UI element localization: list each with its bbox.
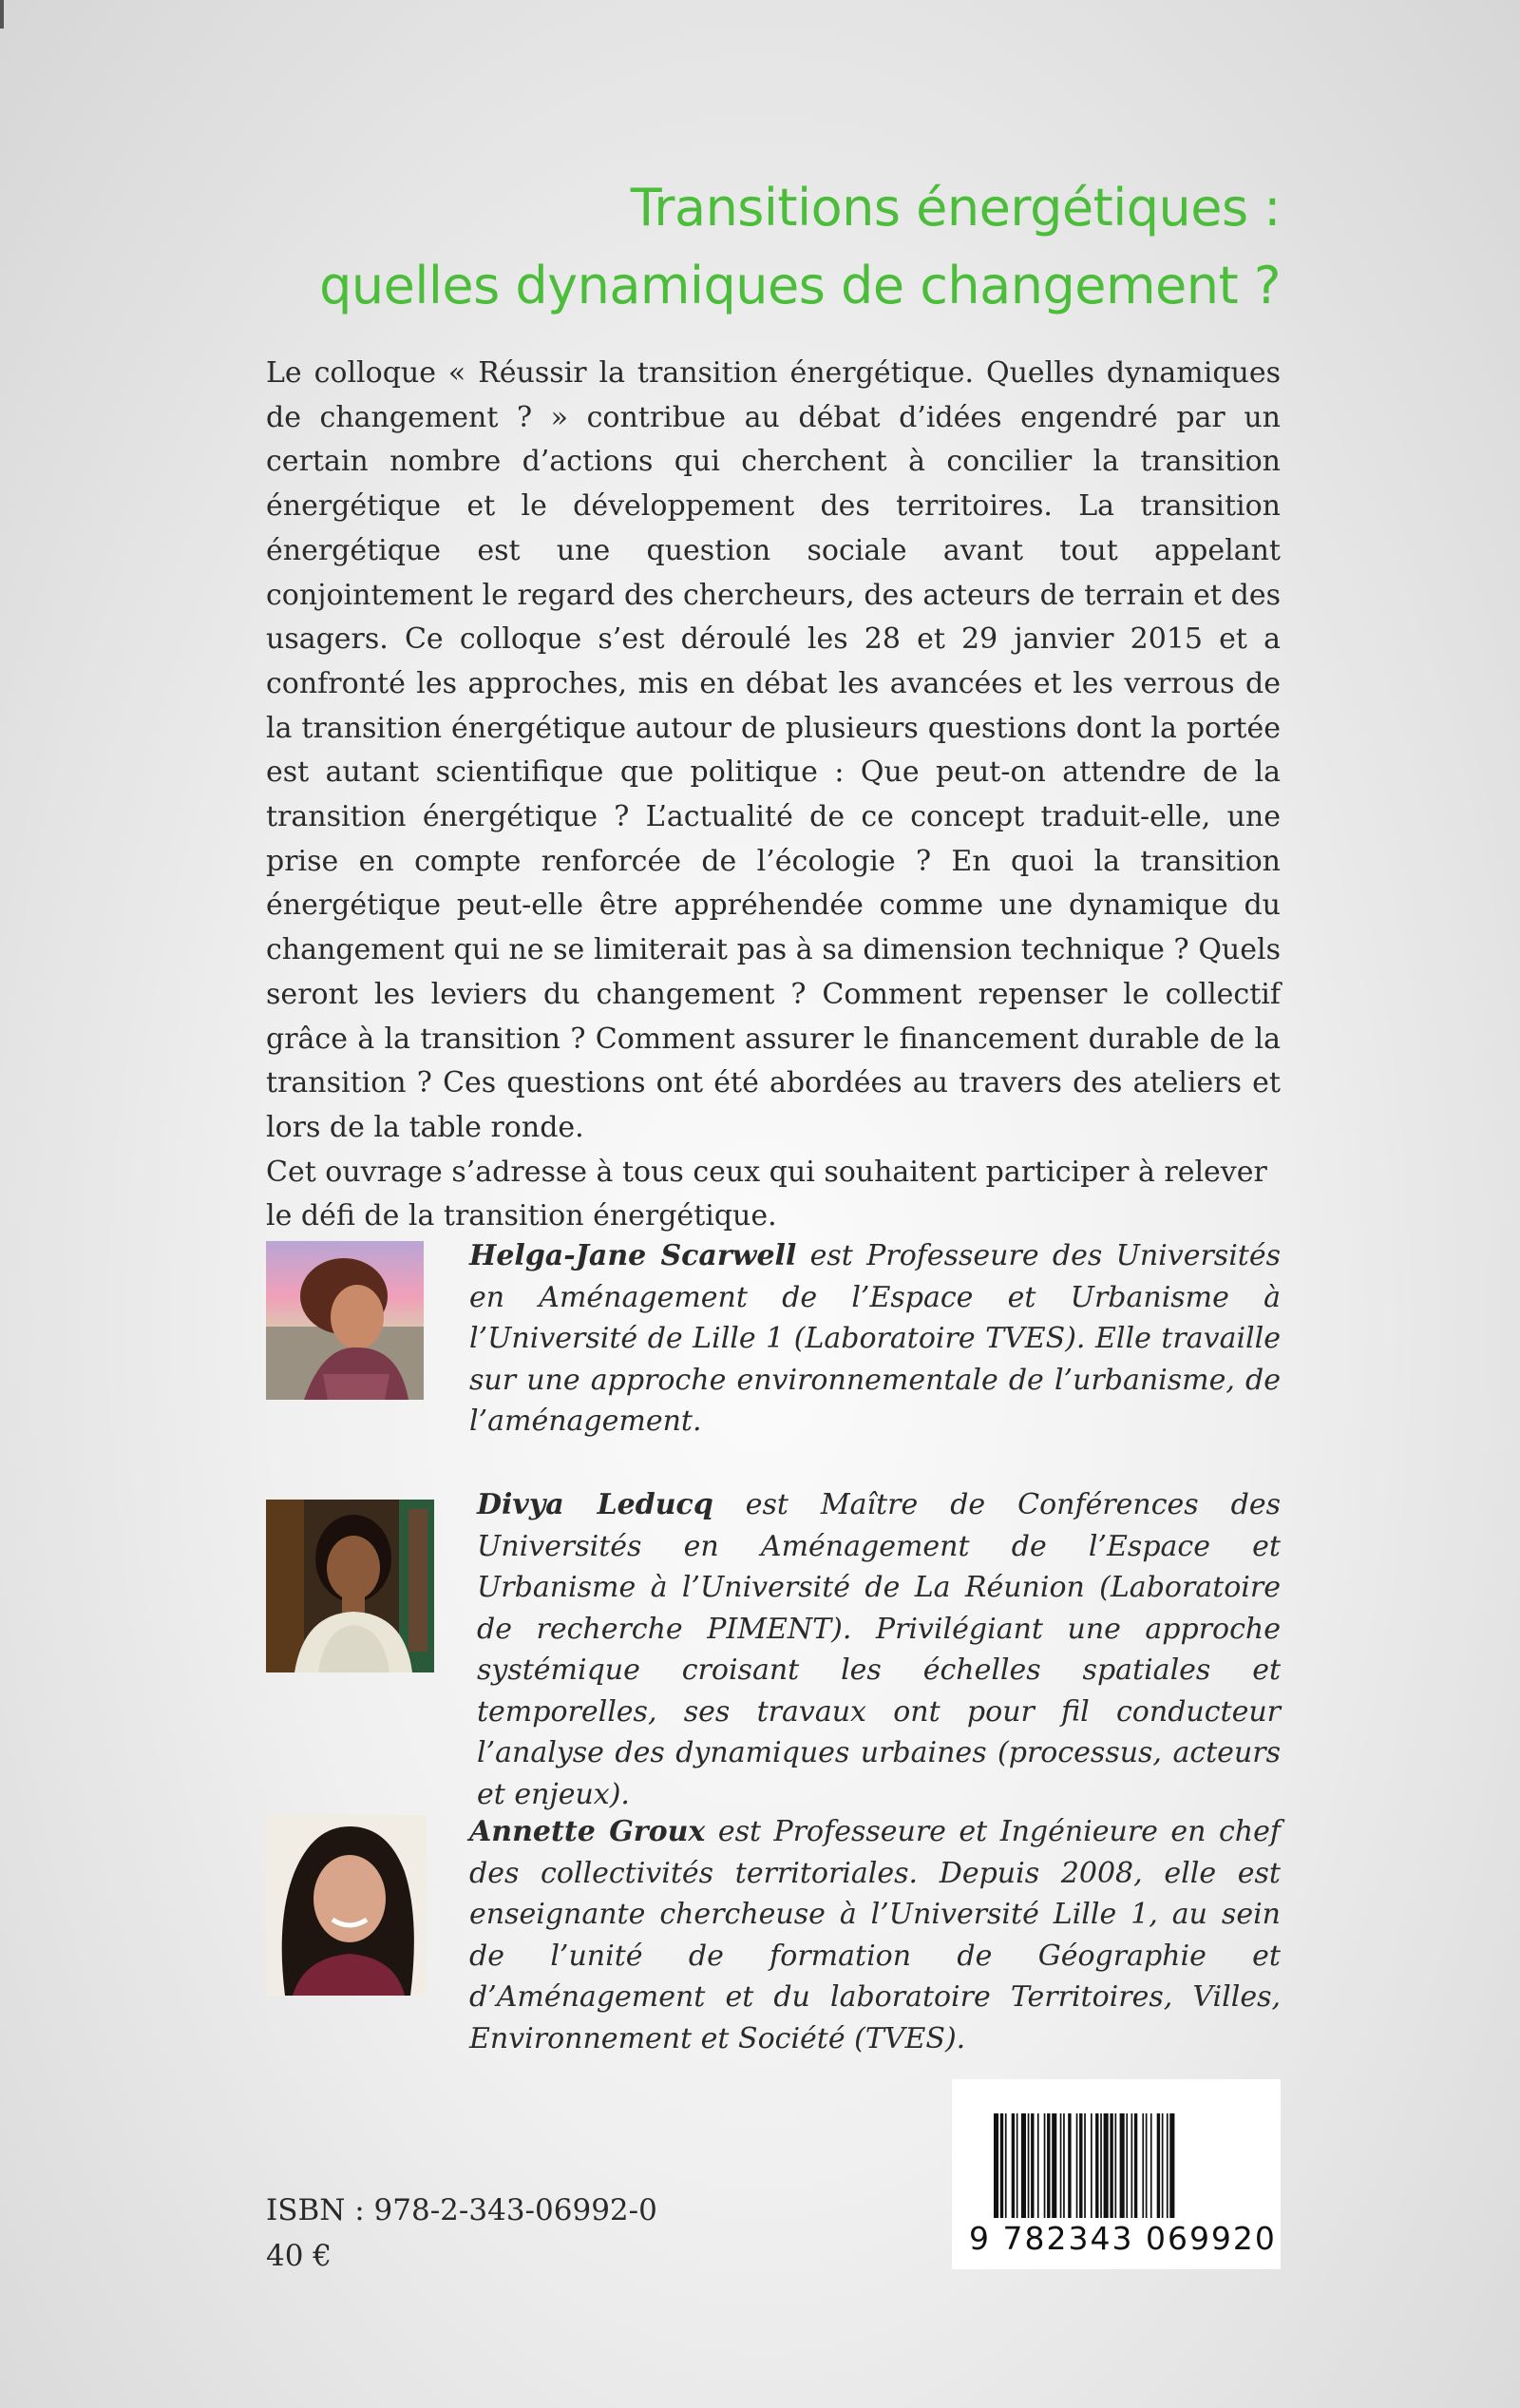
isbn-block <box>266 2188 657 2279</box>
barcode-bar <box>1120 2113 1125 2218</box>
barcode-bar <box>1150 2113 1152 2218</box>
author-photo-scarwell <box>266 1241 424 1400</box>
barcode-bar <box>1110 2113 1112 2218</box>
barcode-bar <box>1076 2113 1078 2218</box>
author-name: Helga-Jane Scarwell <box>469 1239 797 1272</box>
barcode-bar <box>1104 2113 1109 2218</box>
barcode-bar <box>1146 2113 1148 2218</box>
author-name: Divya Leducq <box>477 1488 713 1521</box>
crop-mark <box>0 0 4 29</box>
author-bio-leducq <box>477 1484 1281 1815</box>
back-cover-blurb <box>266 352 1281 1239</box>
barcode-bar <box>1052 2113 1056 2218</box>
barcode-bar <box>1068 2113 1071 2218</box>
barcode-bar <box>1169 2113 1174 2218</box>
barcode-bar <box>994 2113 998 2218</box>
barcode-bar <box>1131 2113 1133 2218</box>
author-description: est Professeure et Ingénieure en chef des collectivités territoriales. Depuis 2008, elle est enseignante chercheuse à l’Université Lille 1, au sein de l’unité de formation de Géographie et d’Aménagement et du laboratoire Territoires, Villes, Environnement et Société (TVES). <box>469 1815 1281 2055</box>
barcode-bar <box>1060 2113 1062 2218</box>
barcode-bar <box>1142 2113 1144 2218</box>
barcode-bar <box>1037 2113 1039 2218</box>
author-photo-leducq <box>266 1500 434 1672</box>
title-line-1: Transitions énergétiques : <box>630 178 1281 238</box>
barcode-bar <box>1095 2113 1098 2218</box>
barcode-bar <box>1028 2113 1030 2218</box>
barcode-bar <box>1091 2113 1092 2218</box>
barcode-bar <box>1000 2113 1003 2218</box>
author-description: est Professeure des Universités en Aménagement de l’Espace et Urbanisme à l’Université de Lille 1 (Laboratoire TVES). Elle travaille sur une approche environnementale de l’urbanisme, de l’aménagement. <box>469 1239 1282 1438</box>
price: 40 € <box>266 2239 332 2273</box>
barcode-bar <box>1100 2113 1102 2218</box>
barcode-bar <box>1157 2113 1160 2218</box>
barcode-bar <box>1084 2113 1086 2218</box>
author-description: est Maître de Conférences des Universités en Aménagement de l’Espace et Urbanisme à l’Université de La Réunion (Laboratoire de recherche PIMENT). Privilégiant une approche systémique croisant les échelles spatiales et temporelles, ses travaux ont pour fil conducteur l’analyse des dynamiques urbaines (processus, acteurs et enjeux). <box>477 1488 1282 1811</box>
blurb-paragraph: Cet ouvrage s’adresse à tous ceux qui souhaitent participer à relever le défi de la transition énergétique. <box>266 1155 1267 1233</box>
barcode-bar <box>1044 2113 1046 2218</box>
barcode-bar <box>1063 2113 1065 2218</box>
author-bio-scarwell <box>469 1235 1281 1443</box>
barcode <box>952 2079 1281 2269</box>
barcode-digits: 9 782343 069920 <box>969 2220 1277 2257</box>
barcode-bar <box>1005 2113 1007 2218</box>
barcode-bar <box>1012 2113 1015 2218</box>
barcode-bar <box>1115 2113 1117 2218</box>
barcode-bar <box>1079 2113 1082 2218</box>
barcode-bar <box>1126 2113 1128 2218</box>
barcode-bar <box>1016 2113 1018 2218</box>
barcode-bar <box>1031 2113 1034 2218</box>
barcode-bar <box>1047 2113 1050 2218</box>
barcode-bar <box>1162 2113 1164 2218</box>
author-bio-groux <box>469 1811 1281 2059</box>
blurb-paragraph: Le colloque « Réussir la transition énergétique. Quelles dynamiques de changement ? » contribue au débat d’idées engendré par un certain nombre d’actions qui cherchent à concilier la transition énergétique et le développement des territoires. La transition énergétique est une question sociale avant tout appelant conjointement le regard des chercheurs, des acteurs de terrain et des usagers. Ce colloque s’est déroulé les 28 et 29 janvier 2015 et a confronté les approches, mis en débat les avancées et les verrous de la transition énergétique autour de plusieurs questions dont la portée est autant scientifique que politique : Que peut-on attendre de la transition énergétique ? L’actualité de ce concept traduit-elle, une prise en compte renforcée de l’écologie ? En quoi la transition énergétique peut-elle être appréhendée comme une dynamique du changement qui ne se limiterait pas à sa dimension technique ? Quels seront les leviers du changement ? Comment repenser le collectif grâce à la transition ? Comment assurer le financement durable de la transition ? Ces questions ont été abordées au travers des ateliers et lors de la table ronde. <box>266 356 1281 1144</box>
barcode-bar <box>1134 2113 1137 2218</box>
author-photo-groux <box>266 1815 427 1996</box>
title-line-2: quelles dynamiques de changement ? <box>319 256 1281 315</box>
isbn-number: ISBN : 978-2-343-06992-0 <box>266 2193 657 2227</box>
barcode-bar <box>1021 2113 1026 2218</box>
book-title <box>319 169 1281 325</box>
barcode-bar <box>1167 2113 1168 2218</box>
author-name: Annette Groux <box>469 1815 706 1848</box>
